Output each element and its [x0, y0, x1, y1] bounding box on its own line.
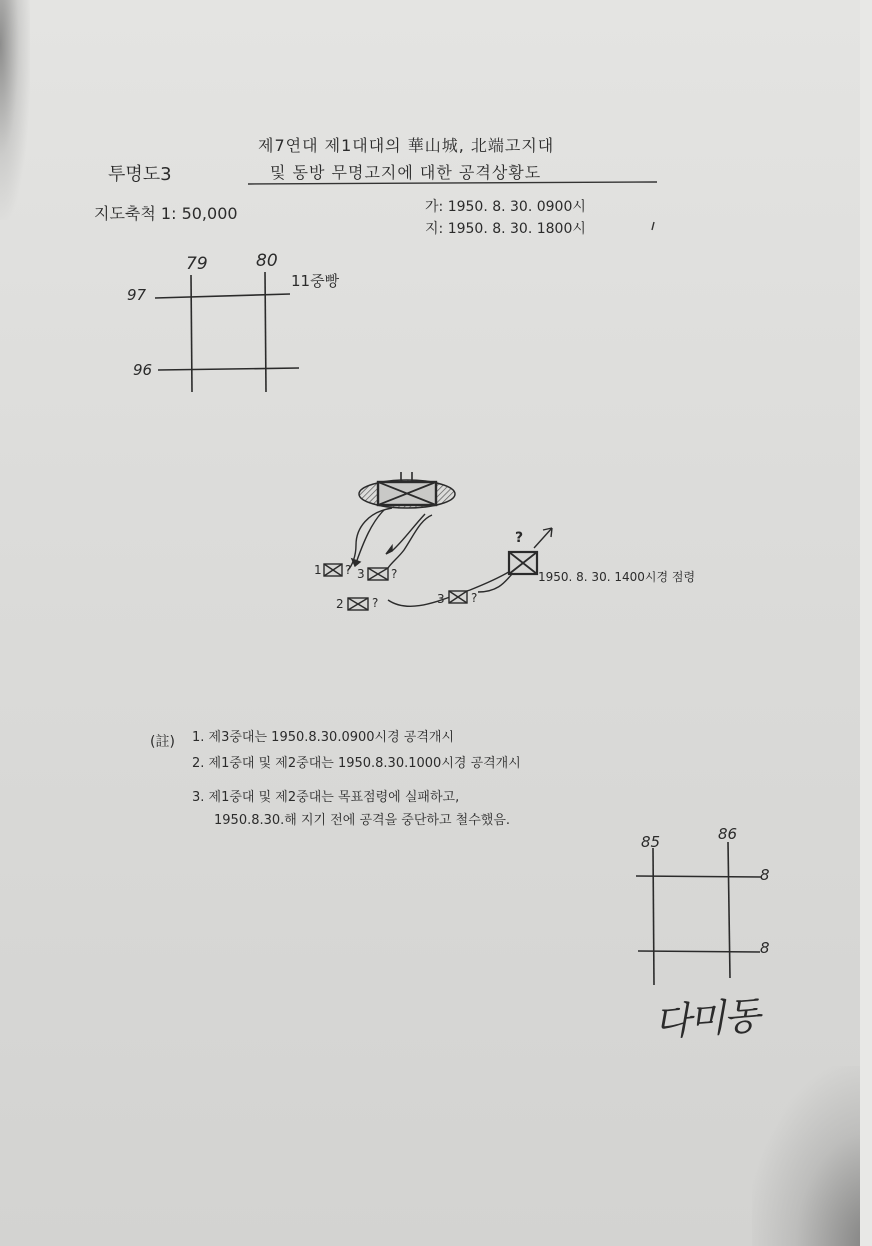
- grid-bottom-lines: [636, 842, 762, 985]
- unit-label-2: 2: [336, 597, 344, 611]
- date-start: 가: 1950. 8. 30. 0900시: [425, 199, 586, 215]
- unknown-mark-3a: ?: [391, 567, 398, 581]
- unit-3b-symbol: [449, 591, 467, 603]
- grid-bottom-col-right: 86: [718, 825, 738, 843]
- grid-bottom-col-left: 85: [641, 833, 661, 851]
- figure-label: 투명도3: [108, 164, 172, 185]
- note-3-continued: 1950.8.30.해 지기 전에 공격을 중단하고 철수했음.: [214, 813, 511, 828]
- grid-bottom-row-top: 8: [760, 866, 770, 884]
- hill-objective-symbol: [509, 552, 537, 574]
- title-underline: [248, 182, 657, 184]
- date-tick: [652, 222, 654, 230]
- notes-label: (註): [150, 734, 175, 750]
- unit-2-symbol: [348, 598, 368, 610]
- capture-note: 1950. 8. 30. 1400시경 점령: [538, 570, 696, 584]
- grid-top-col-left: 79: [186, 254, 208, 274]
- grid-top-lines: [155, 272, 299, 392]
- unit-label-3b: 3: [437, 592, 445, 606]
- unknown-mark-1: ?: [345, 563, 352, 577]
- grid-top-row-bottom: 96: [133, 361, 153, 379]
- grid-top-col-right: 80: [256, 251, 278, 271]
- objective-symbol: [359, 472, 455, 508]
- unit-3a-symbol: [368, 568, 388, 580]
- unknown-mark-2: ?: [372, 596, 379, 610]
- unknown-mark-3b: ?: [471, 591, 478, 605]
- grid-top-sheet-ref: 11중빵: [291, 272, 340, 290]
- unit-1-symbol: [324, 564, 342, 576]
- signature: 다미동: [652, 993, 760, 1045]
- title-line-2: 및 동방 무명고지에 대한 공격상황도: [270, 163, 542, 182]
- note-3: 3. 제1중대 및 제2중대는 목표점령에 실패하고,: [192, 790, 460, 805]
- note-1: 1. 제3중대는 1950.8.30.0900시경 공격개시: [192, 730, 455, 745]
- map-scale: 지도축척 1: 50,000: [94, 204, 238, 223]
- title-line-1: 제7연대 제1대대의 華山城, 北端고지대: [258, 136, 555, 155]
- grid-bottom-row-bottom: 8: [760, 939, 770, 957]
- grid-top-row-top: 97: [127, 286, 147, 304]
- unit-label-1: 1: [314, 563, 322, 577]
- unit-label-3a: 3: [357, 567, 365, 581]
- unknown-mark-objective: ?: [515, 530, 524, 546]
- date-end: 지: 1950. 8. 30. 1800시: [425, 221, 586, 237]
- note-2: 2. 제1중대 및 제2중대는 1950.8.30.1000시경 공격개시: [192, 756, 521, 771]
